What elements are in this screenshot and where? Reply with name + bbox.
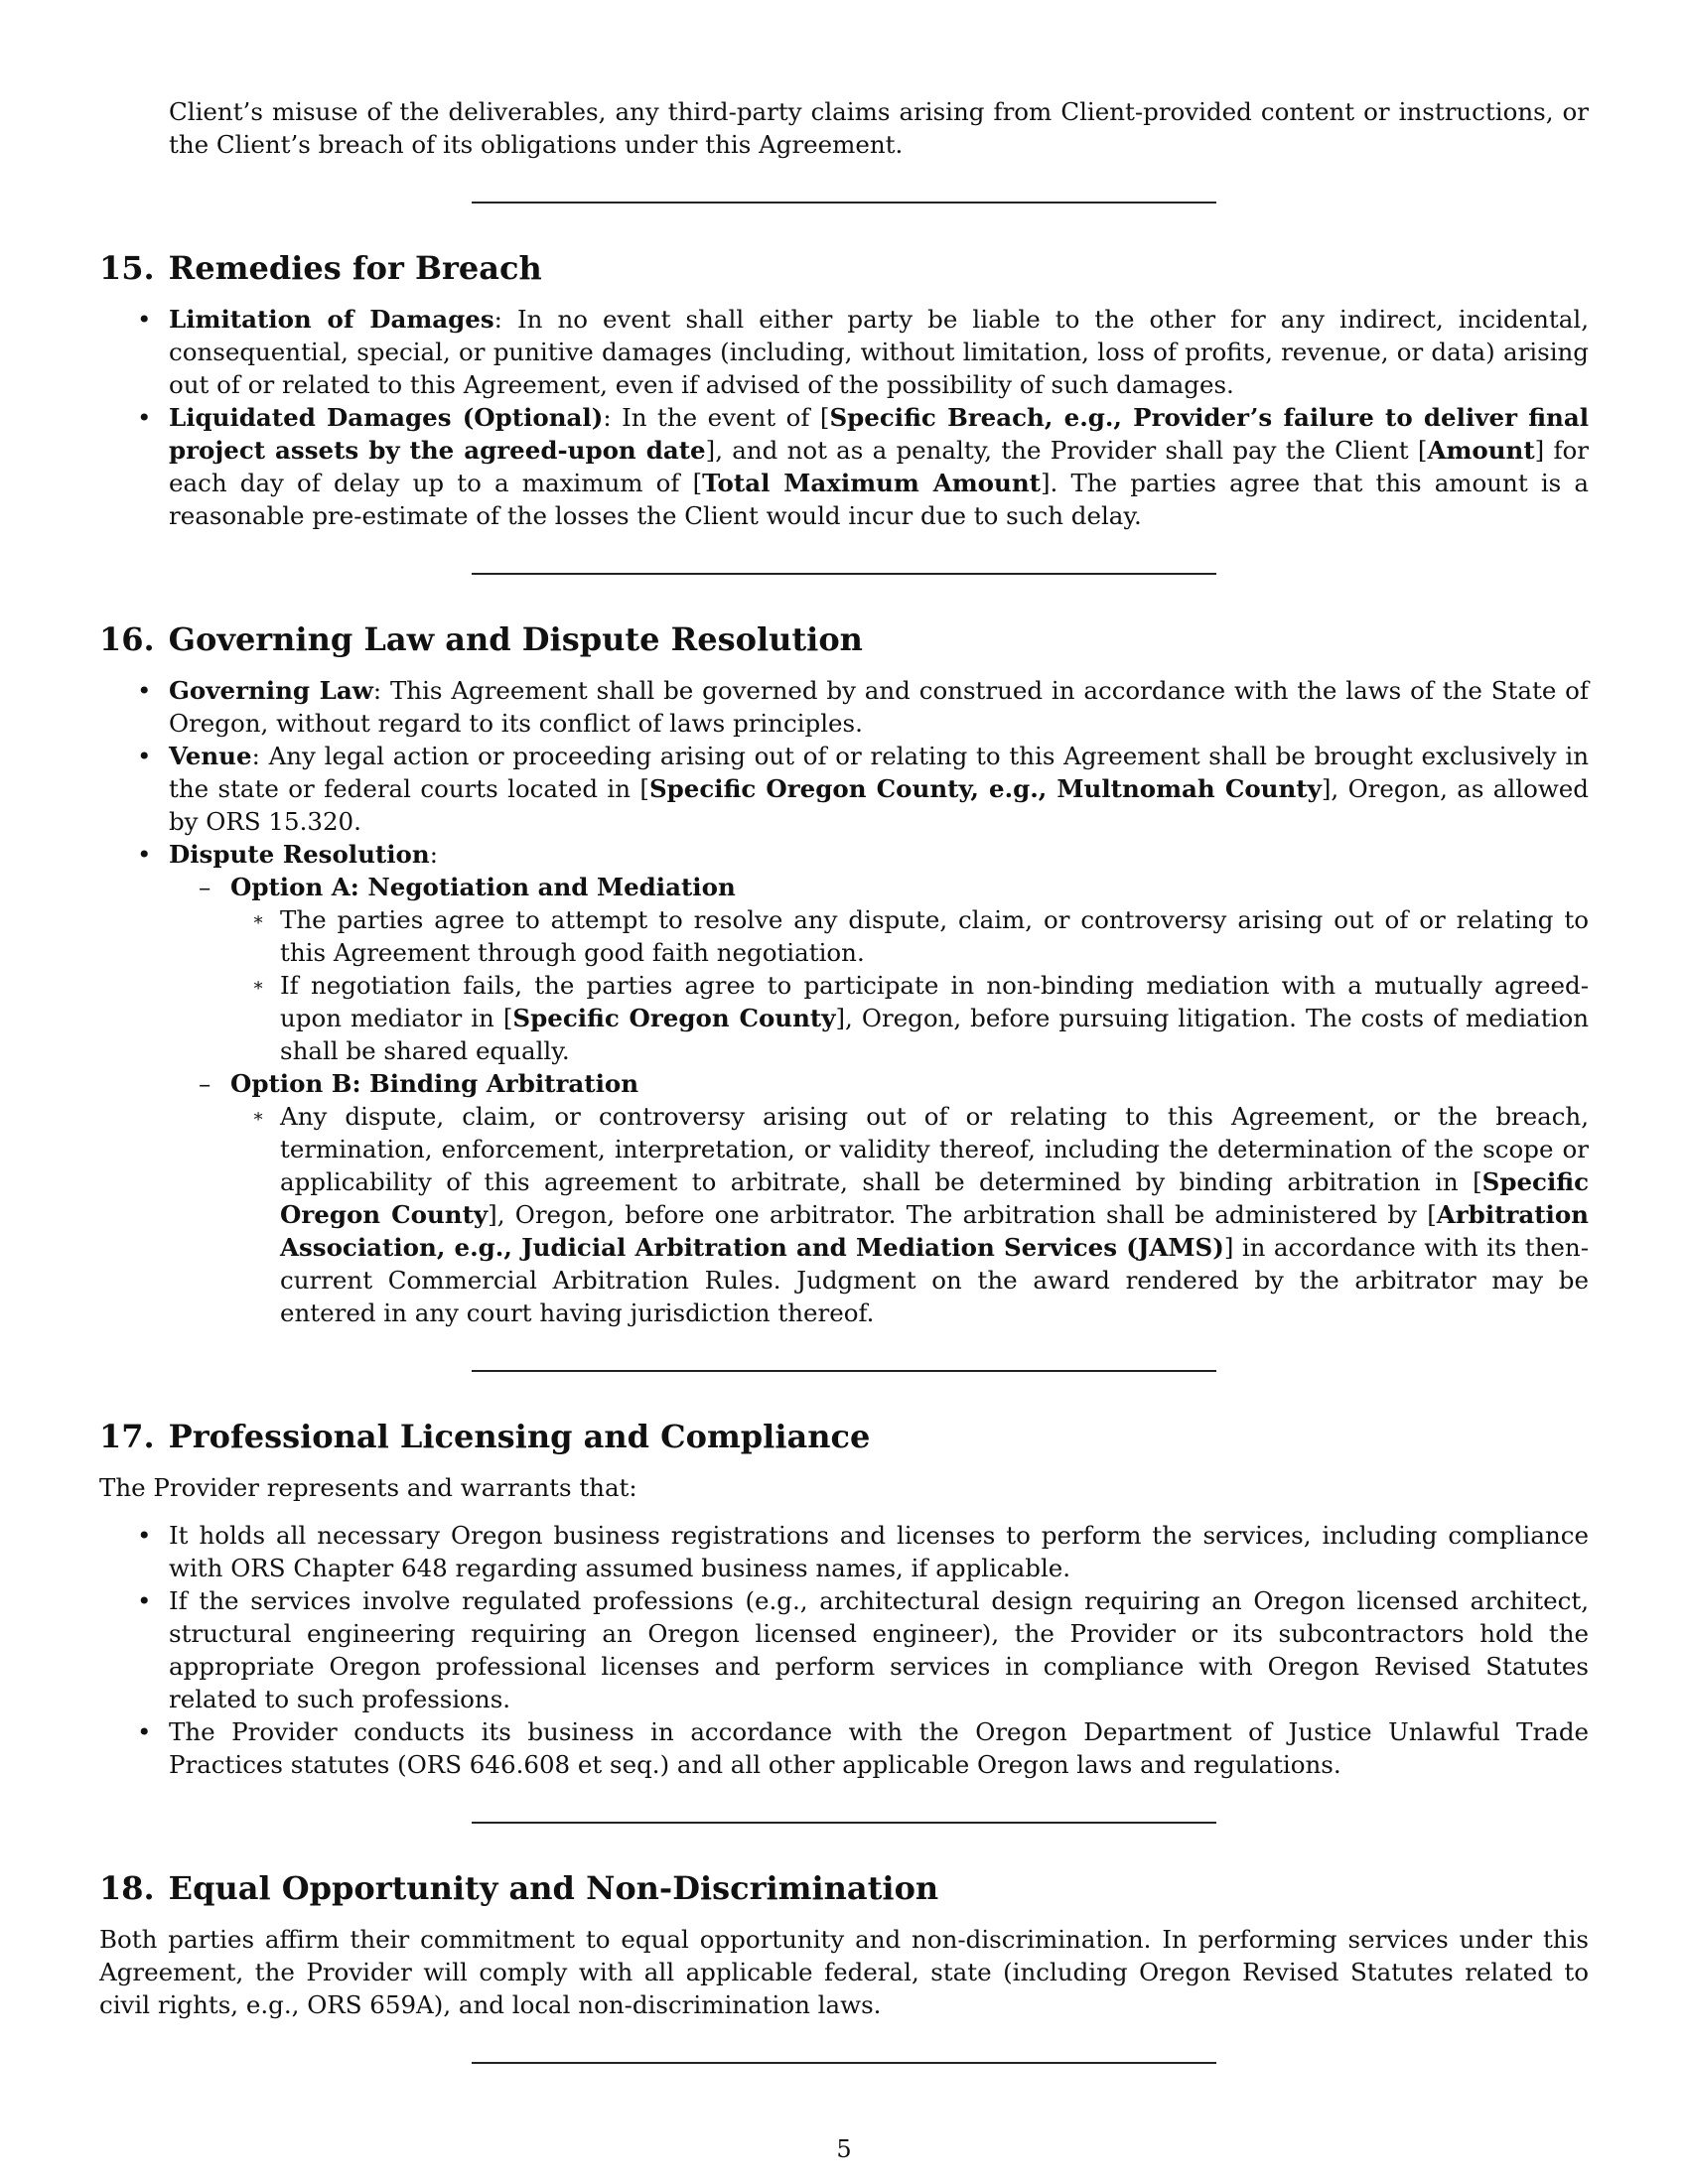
item-text: ]. The parties agree that this amount is a reasonable pre-estimate of the losses the Client would incur due to such delay.	[169, 469, 1589, 530]
document-page	[99, 95, 1589, 2064]
placeholder-text: Specific Oregon County	[280, 1167, 1589, 1229]
section-17-intro: The Provider represents and warrants that:	[99, 1473, 637, 1502]
page-number: 5	[836, 2135, 852, 2163]
item-text: It holds all necessary Oregon business registrations and licenses to perform the services, including compliance with ORS Chapter 648 regarding assumed business names, if applicable.	[169, 1521, 1589, 1582]
option-item	[169, 1067, 1589, 1329]
section-divider	[472, 2062, 1216, 2064]
list-item	[99, 1715, 1589, 1781]
section-15-list	[99, 303, 1589, 532]
option-item	[169, 871, 1589, 1067]
section-15-heading	[99, 248, 1589, 288]
list-item	[99, 1584, 1589, 1715]
item-text: This Agreement shall be governed by and construed in accordance with the laws of the State of Oregon, without regard to its conflict of laws principles.	[169, 676, 1589, 738]
item-text: ], Oregon, as allowed by ORS 15.320.	[169, 774, 1589, 836]
placeholder-text: Total Maximum Amount	[702, 469, 1041, 497]
item-text: Any dispute, claim, or controversy arising out of or relating to this Agreement, or the breach, termination, enforcement, interpretation, or validity thereof, including the determination of the scope or applicability of this agreement to arbitrate, shall be determined by binding arbitration in [	[280, 1102, 1589, 1196]
option-title: Option B: Binding Arbitration	[230, 1069, 639, 1098]
sub-item	[230, 903, 1589, 969]
dispute-options-list	[169, 871, 1589, 1329]
bullet-icon: •	[137, 1586, 152, 1615]
placeholder-text: Specific Breach, e.g., Provider’s failure to deliver final project assets by the agreed-upon date	[169, 403, 1590, 465]
bullet-icon: •	[137, 1717, 152, 1746]
item-label: Limitation of Damages	[169, 305, 494, 334]
bullet-icon: •	[137, 305, 152, 334]
section-divider	[472, 1370, 1216, 1372]
section-18-heading	[99, 1868, 1589, 1908]
section-16-list	[99, 674, 1589, 1329]
dash-icon: –	[199, 1069, 211, 1098]
bullet-icon: •	[137, 403, 152, 432]
item-text: ], Oregon, before pursuing litigation. The costs of mediation shall be shared equally.	[280, 1004, 1589, 1065]
continuation-paragraph: Client’s misuse of the deliverables, any third-party claims arising from Client-provided content or instructions, or the Client’s breach of its obligations under this Agreement.	[169, 97, 1589, 159]
asterisk-icon: ∗	[252, 975, 265, 996]
sub-item	[230, 969, 1589, 1067]
item-label: Dispute Resolution	[169, 840, 430, 869]
placeholder-text: Specific Oregon County, e.g., Multnomah County	[648, 774, 1322, 803]
item-text: ], and not as a penalty, the Provider shall pay the Client [	[705, 436, 1428, 465]
section-number: 15.	[99, 249, 155, 287]
item-label: Venue	[169, 742, 252, 770]
item-text: If the services involve regulated professions (e.g., architectural design requiring an Oregon licensed architect, structural engineering requiring an Oregon licensed engineer), the Provider or its subcontractors hold the appropriate Oregon professional licenses and perform services in compliance with Oregon Revised Statutes related to such professions.	[169, 1586, 1589, 1713]
section-divider	[472, 202, 1216, 204]
section-divider	[472, 1822, 1216, 1824]
item-text: The Provider conducts its business in accordance with the Oregon Department of Justice Unlawful Trade Practices statutes (ORS 646.608 et seq.) and all other applicable Oregon laws and regulations.	[169, 1717, 1589, 1779]
section-17-list	[99, 1519, 1589, 1781]
bullet-icon: •	[137, 742, 152, 770]
section-number: 17.	[99, 1418, 155, 1455]
item-text: ] for each day of delay up to a maximum of [	[169, 436, 1589, 497]
option-b-list	[230, 1100, 1589, 1329]
item-text: In no event shall either party be liable to the other for any indirect, incidental, consequential, special, or punitive damages (including, without limitation, loss of profits, revenue, or data) arising out of or related to this Agreement, even if advised of the possibility of such damages.	[169, 305, 1589, 399]
sub-item	[230, 1100, 1589, 1329]
list-item: • Liquidated Damages (Optional): In the event of [Specific Breach, e.g., Provider’s failure to deliver final project assets by the agreed-upon date], and not as a penalty, the Provider shall pay the Client [Amount] for each day of delay up to a maximum of [Total Maximum Amount]. The parties agree that this amount is a reasonable pre-estimate of the losses the Client would incur due to such delay.	[137, 403, 1590, 530]
item-text: If negotiation fails, the parties agree to participate in non-binding mediation with a mutually agreed-upon mediator in [	[280, 971, 1589, 1032]
section-17-heading	[99, 1417, 1589, 1456]
option-title: Option A: Negotiation and Mediation	[230, 873, 736, 901]
section-title: Remedies for Breach	[168, 249, 542, 287]
list-item: • Dispute Resolution: – Option A: Negotiation and Mediation ∗ The parties agree to attempt to resolve any dispute, claim, or controversy arising out of or relating to this Agreement through good faith negotiation. ∗ If negotiation fails, the parties agree to participate in non-binding mediation with a mutually agreed-upon mediator in [Specific Oregon County], Oregon, before pursuing litigation. The costs of mediation shall be shared equally. – Option B: Binding Arbitration ∗ Any dispute, claim, or controversy arising out of or relating to this Agreement, or the breach, termination, enforcement, interpretation, or validity thereof, including the determination of the scope or applicability of this agreement to arbitrate, shall be determined by binding arbitration in [Specific Oregon County], Oregon, before one arbitrator. The arbitration shall be administered by [Arbitration Association, e.g., Judicial Arbitration and Mediation Services (JAMS)] in accordance with its then-current Commercial Arbitration Rules. Judgment on the award rendered by the arbitrator may be entered in any court having jurisdiction thereof.	[137, 840, 1589, 1327]
asterisk-icon: ∗	[252, 1106, 265, 1127]
section-number: 18.	[99, 1869, 155, 1907]
placeholder-text: Arbitration Association, e.g., Judicial Arbitration and Mediation Services (JAMS)	[280, 1200, 1589, 1262]
item-text: The parties agree to attempt to resolve any dispute, claim, or controversy arising out of or relating to this Agreement through good faith negotiation.	[280, 905, 1589, 967]
option-a-list	[230, 903, 1589, 1067]
item-text: ] in accordance with its then-current Commercial Arbitration Rules. Judgment on the award rendered by the arbitrator may be entered in any court having jurisdiction thereof.	[280, 1233, 1589, 1327]
bullet-icon: •	[137, 676, 152, 705]
asterisk-icon: ∗	[252, 909, 265, 930]
section-divider	[472, 573, 1216, 575]
section-title: Equal Opportunity and Non-Discrimination	[168, 1869, 939, 1907]
bullet-icon: •	[137, 1521, 152, 1550]
item-text: Any legal action or proceeding arising out of or relating to this Agreement shall be brought exclusively in the state or federal courts located in [	[169, 742, 1589, 803]
list-item	[99, 1519, 1589, 1584]
dash-icon: –	[199, 873, 211, 901]
placeholder-text: Amount	[1427, 436, 1535, 465]
section-title: Governing Law and Dispute Resolution	[168, 620, 863, 658]
section-title: Professional Licensing and Compliance	[168, 1418, 871, 1455]
item-label: Governing Law	[169, 676, 373, 705]
section-16-heading	[99, 619, 1589, 659]
item-label: Liquidated Damages (Optional)	[169, 403, 604, 432]
list-item: • Governing Law: This Agreement shall be governed by and construed in accordance with the laws of the State of Oregon, without regard to its conflict of laws principles.	[137, 676, 1589, 738]
list-item: • Venue: Any legal action or proceeding arising out of or relating to this Agreement shall be brought exclusively in the state or federal courts located in [Specific Oregon County, e.g., Multnomah County], Oregon, as allowed by ORS 15.320.	[137, 742, 1589, 836]
section-18-paragraph: Both parties affirm their commitment to equal opportunity and non-discrimination. In performing services under this Agreement, the Provider will comply with all applicable federal, state (including Oregon Revised Statutes related to civil rights, e.g., ORS 659A), and local non-discrimination laws.	[99, 1925, 1589, 2019]
item-text: ], Oregon, before one arbitrator. The arbitration shall be administered by [	[488, 1200, 1437, 1229]
item-text: In the event of [	[622, 403, 830, 432]
section-number: 16.	[99, 620, 155, 658]
bullet-icon: •	[137, 840, 152, 869]
placeholder-text: Specific Oregon County	[512, 1004, 836, 1032]
list-item: • Limitation of Damages: In no event shall either party be liable to the other for any indirect, incidental, consequential, special, or punitive damages (including, without limitation, loss of profits, revenue, or data) arising out of or related to this Agreement, even if advised of the possibility of such damages.	[137, 305, 1589, 399]
